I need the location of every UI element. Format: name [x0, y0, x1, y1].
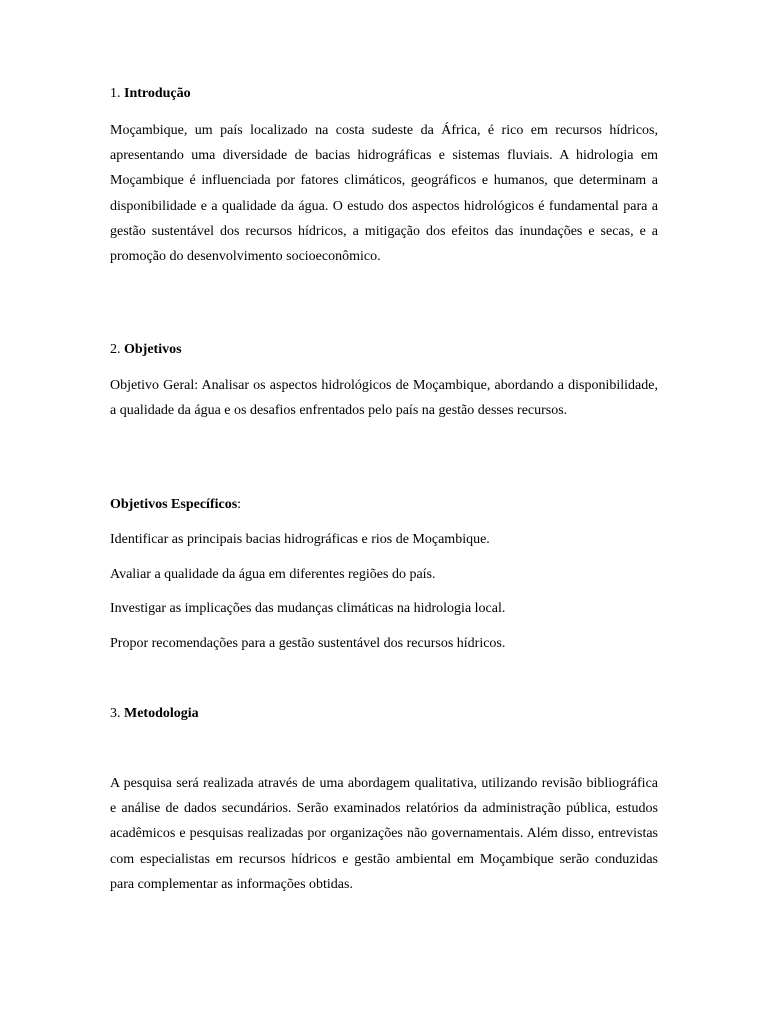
specific-objective-item: Identificar as principais bacias hidrográficas e rios de Moçambique. [110, 532, 490, 547]
methodology-paragraph: A pesquisa será realizada através de uma abordagem qualitativa, utilizando revisão bibliográfica e análise de dados secundários. Serão examinados relatórios da administração pública, estudos acadêmicos e pesquisas realizadas por organizações não governamentais. Além disso, entrevistas com especialistas em recursos hídricos e gestão ambiental em Moçambique serão conduzidas para complementar as informações obtidas. [110, 776, 658, 892]
specific-objective-item: Investigar as implicações das mudanças climáticas na hidrologia local. [110, 601, 506, 616]
specific-objectives-colon: : [237, 497, 242, 512]
specific-objective-item: Avaliar a qualidade da água em diferentes regiões do país. [110, 567, 436, 582]
section-heading-introducao [110, 85, 191, 103]
section-title: Objetivos [124, 342, 182, 357]
section-number: 3. [110, 706, 121, 721]
section-number: 1. [110, 86, 121, 101]
specific-objectives-heading [110, 496, 241, 514]
intro-paragraph: Moçambique, um país localizado na costa sudeste da África, é rico em recursos hídricos, apresentando uma diversidade de bacias hidrográficas e sistemas fluviais. A hidrologia em Moçambique é influenciada por fatores climáticos, geográficos e humanos, que determinam a disponibilidade e a qualidade da água. O estudo dos aspectos hidrológicos é fundamental para a gestão sustentável dos recursos hídricos, a mitigação dos efeitos das inundações e secas, e a promoção do desenvolvimento socioeconômico. [110, 123, 658, 265]
general-objective-paragraph: Objetivo Geral: Analisar os aspectos hidrológicos de Moçambique, abordando a disponibilidade, a qualidade da água e os desafios enfrentados pelo país na gestão desses recursos. [110, 378, 658, 419]
section-number: 2. [110, 342, 121, 357]
section-heading-objetivos [110, 341, 182, 359]
section-heading-metodologia [110, 705, 199, 723]
section-title: Metodologia [124, 706, 199, 721]
section-title: Introdução [124, 86, 191, 101]
specific-objectives-title: Objetivos Específicos [110, 497, 238, 512]
specific-objective-item: Propor recomendações para a gestão sustentável dos recursos hídricos. [110, 636, 506, 651]
